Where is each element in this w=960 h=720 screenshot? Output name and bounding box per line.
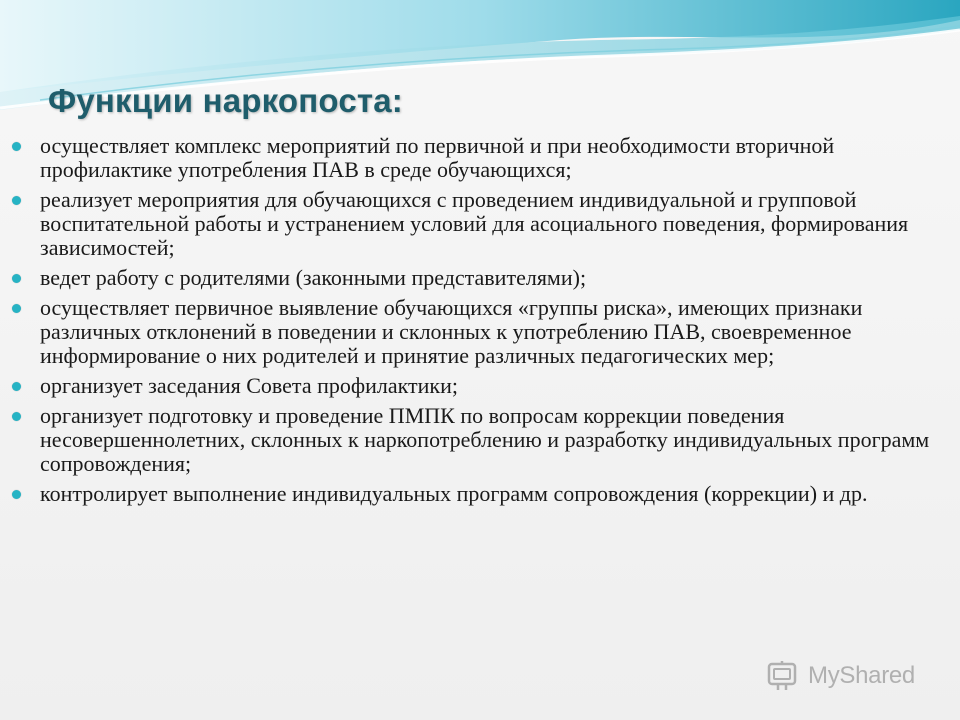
list-item (12, 482, 932, 506)
list-item-text: организует заседания Совета профилактики; (40, 373, 458, 398)
myshared-logo-icon (766, 658, 802, 694)
list-item (12, 266, 932, 290)
list-item-text: ведет работу с родителями (законными представителями); (40, 265, 587, 290)
list-item (12, 374, 932, 398)
bullet-icon (12, 382, 21, 391)
watermark-text: MyShared (808, 662, 915, 689)
list-item (12, 404, 932, 476)
bullet-icon (12, 142, 21, 151)
bullet-icon (12, 196, 21, 205)
myshared-watermark[interactable] (766, 656, 915, 696)
list-item-text: контролирует выполнение индивидуальных программ сопровождения (коррекции) и др. (40, 481, 868, 506)
bullet-icon (12, 490, 21, 499)
bullet-icon (12, 274, 21, 283)
list-item-text: реализует мероприятия для обучающихся с проведением индивидуальной и групповой воспитательной работы и устранением условий для асоциального поведения, формирования зависимостей; (40, 187, 909, 260)
list-item-text: организует подготовку и проведение ПМПК по вопросам коррекции поведения несовершеннолетних, склонных к наркопотреблению и разработку индивидуальных программ сопровождения; (40, 403, 930, 476)
list-item (12, 188, 932, 260)
bullet-icon (12, 412, 21, 421)
list-item (12, 296, 932, 368)
list-item-text: осуществляет комплекс мероприятий по первичной и при необходимости вторичной профилактике употребления ПАВ в среде обучающихся; (40, 133, 835, 182)
list-item (12, 134, 932, 182)
functions-list (12, 134, 932, 512)
bullet-icon (12, 304, 21, 313)
list-item-text: осуществляет первичное выявление обучающихся «группы риска», имеющих признаки различных отклонений в поведении и склонных к употреблению ПАВ, своевременное информирование о них родителей и принятие различных педагогических мер; (40, 295, 863, 368)
slide-title: Функции наркопоста: (48, 82, 403, 119)
